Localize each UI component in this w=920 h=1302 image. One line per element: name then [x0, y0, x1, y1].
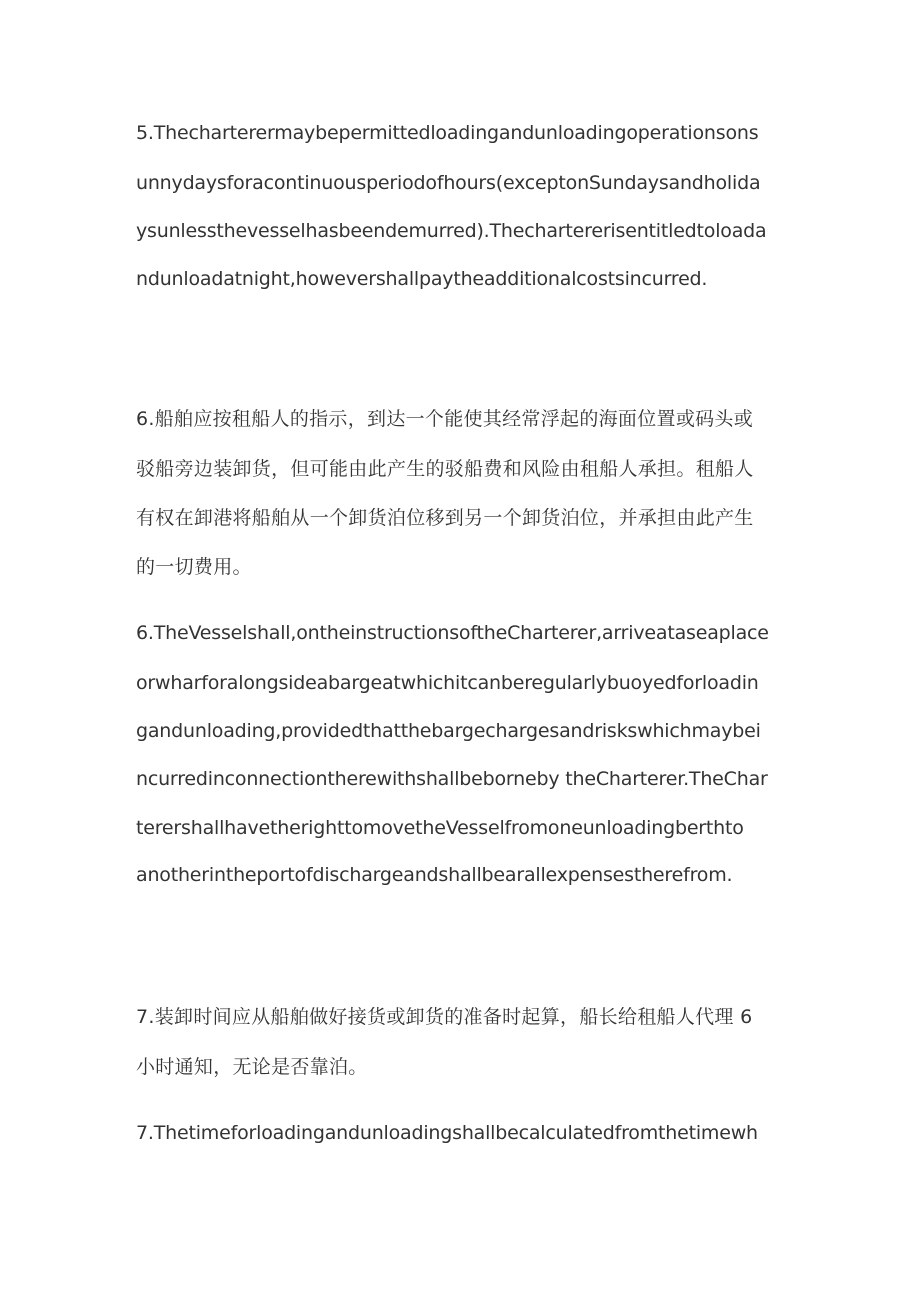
- text-line: 的一切费用。: [136, 556, 252, 578]
- text-line: 7.Thetimeforloadingandunloadingshallbecalculatedfromthetimewh: [136, 1122, 758, 1144]
- text-line: gandunloading,providedthatthebargechargesandriskswhichmaybei: [136, 720, 761, 742]
- text-line: 6.船舶应按租船人的指示，到达一个能使其经常浮起的海面位置或码头或: [136, 408, 754, 430]
- text-line: 5.Thecharterermaybepermittedloadingandunloadingoperationsons: [136, 122, 759, 144]
- text-line: unnydaysforacontinuousperiodofhours(exceptonSundaysandholida: [136, 172, 761, 194]
- text-line: 小时通知，无论是否靠泊。: [136, 1056, 368, 1078]
- text-line: 驳船旁边装卸货，但可能由此产生的驳船费和风险由租船人承担。租船人: [136, 458, 754, 480]
- text-line: 7.装卸时间应从船舶做好接货或卸货的准备时起算，船长给租船人代理 6: [136, 1006, 753, 1028]
- text-line: 6.TheVesselshall,ontheinstructionsoftheCharterer,arriveataseaplace: [136, 622, 769, 644]
- text-line: ysunlessthevesselhasbeendemurred).Thechartererisentitledtoloada: [136, 220, 767, 242]
- text-line: ndunloadatnight,howevershallpaytheadditionalcostsincurred.: [136, 268, 708, 290]
- text-line: orwharforalongsideabargeatwhichitcanberegularlybuoyedforloadin: [136, 672, 759, 694]
- text-line: terershallhavetherighttomovetheVesselfromoneunloadingberthto: [136, 817, 744, 839]
- text-line: ncurredinconnectiontherewithshallbeborneby theCharterer.TheChar: [136, 768, 768, 790]
- text-line: anotherintheportofdischargeandshallbearallexpensestherefrom.: [136, 864, 733, 886]
- text-line: 有权在卸港将船舶从一个卸货泊位移到另一个卸货泊位，并承担由此产生: [136, 507, 754, 529]
